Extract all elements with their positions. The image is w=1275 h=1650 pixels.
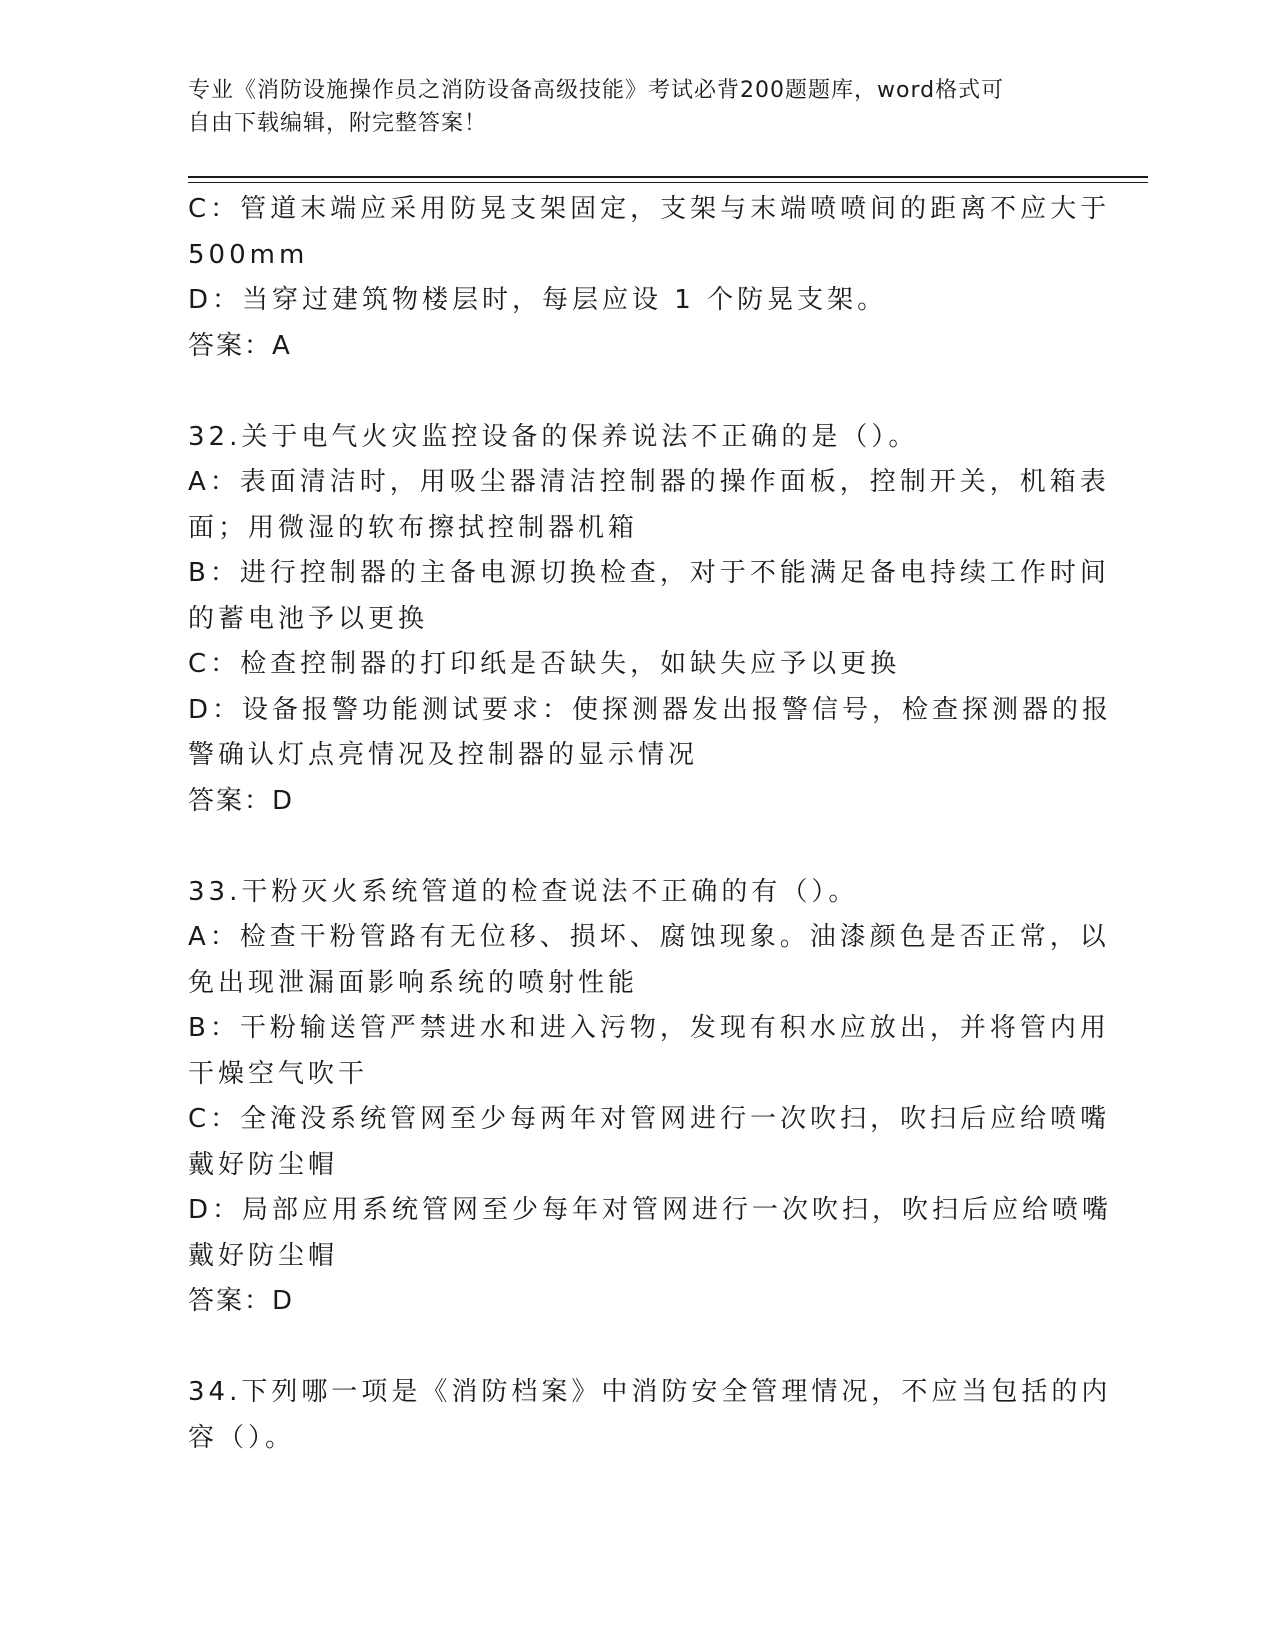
header-divider-thin [188, 182, 1148, 183]
q33-answer: 答案：D [188, 1286, 295, 1316]
question-33 [188, 870, 1113, 1325]
document-header [188, 74, 1068, 140]
q33-option-a-line-2: 免出现泄漏面影响系统的喷射性能 [188, 967, 639, 998]
spacer [188, 369, 1083, 415]
header-line-2: 自由下载编辑，附完整答案！ [188, 111, 488, 136]
question-34 [188, 1370, 1112, 1461]
q31-answer: 答案：A [188, 330, 292, 361]
question-31-remainder [188, 187, 1111, 369]
q32-option-d-line-1: D：设备报警功能测试要求：使探测器发出报警信号，检查探测器的报 [188, 694, 1113, 725]
document-body [188, 187, 1113, 1461]
q33-option-b-line-2: 干燥空气吹干 [188, 1058, 369, 1089]
q33-option-a-line-1: A：检查干粉管路有无位移、损坏、腐蚀现象。油漆颜色是否正常，以 [188, 922, 1110, 952]
q32-option-d-line-2: 警确认灯点亮情况及控制器的显示情况 [188, 740, 699, 770]
q31-option-c-line-1: C：管道末端应采用防晃支架固定，支架与末端喷喷间的距离不应大于 [188, 194, 1111, 224]
q32-option-c: C：检查控制器的打印纸是否缺失，如缺失应予以更换 [188, 649, 901, 679]
q33-option-d-line-2: 戴好防尘帽 [188, 1240, 339, 1271]
q33-stem: 33.干粉灭火系统管道的检查说法不正确的有（）。 [188, 876, 859, 907]
q31-option-d: D：当穿过建筑物楼层时，每层应设 1 个防晃支架。 [188, 285, 888, 315]
q32-option-a-line-1: A：表面清洁时，用吸尘器清洁控制器的操作面板，控制开关，机箱表 [188, 467, 1110, 497]
q33-option-b-line-1: B：干粉输送管严禁进水和进入污物，发现有积水应放出，并将管内用 [188, 1013, 1110, 1043]
q31-option-c-line-2: 500mm [188, 239, 309, 270]
q32-answer: 答案：D [188, 785, 295, 816]
q34-stem-line-2: 容（）。 [188, 1422, 296, 1453]
q32-option-b-line-2: 的蓄电池予以更换 [188, 603, 429, 634]
header-line-1: 专业《消防设施操作员之消防设备高级技能》考试必背200题题库，word格式可 [188, 78, 1005, 103]
question-32 [188, 415, 1113, 825]
spacer [188, 824, 1083, 870]
header-divider-thick [188, 176, 1148, 178]
q32-stem: 32.关于电气火灾监控设备的保养说法不正确的是（）。 [188, 421, 919, 452]
q33-option-d-line-1: D：局部应用系统管网至少每年对管网进行一次吹扫，吹扫后应给喷嘴 [188, 1195, 1113, 1225]
q33-option-c-line-1: C：全淹没系统管网至少每两年对管网进行一次吹扫，吹扫后应给喷嘴 [188, 1104, 1111, 1134]
q34-stem-line-1: 34.下列哪一项是《消防档案》中消防安全管理情况，不应当包括的内 [188, 1377, 1112, 1407]
q32-option-a-line-2: 面；用微湿的软布擦拭控制器机箱 [188, 512, 639, 543]
spacer [188, 1325, 1083, 1371]
q32-option-b-line-1: B：进行控制器的主备电源切换检查，对于不能满足备电持续工作时间 [188, 558, 1110, 588]
q33-option-c-line-2: 戴好防尘帽 [188, 1149, 339, 1180]
